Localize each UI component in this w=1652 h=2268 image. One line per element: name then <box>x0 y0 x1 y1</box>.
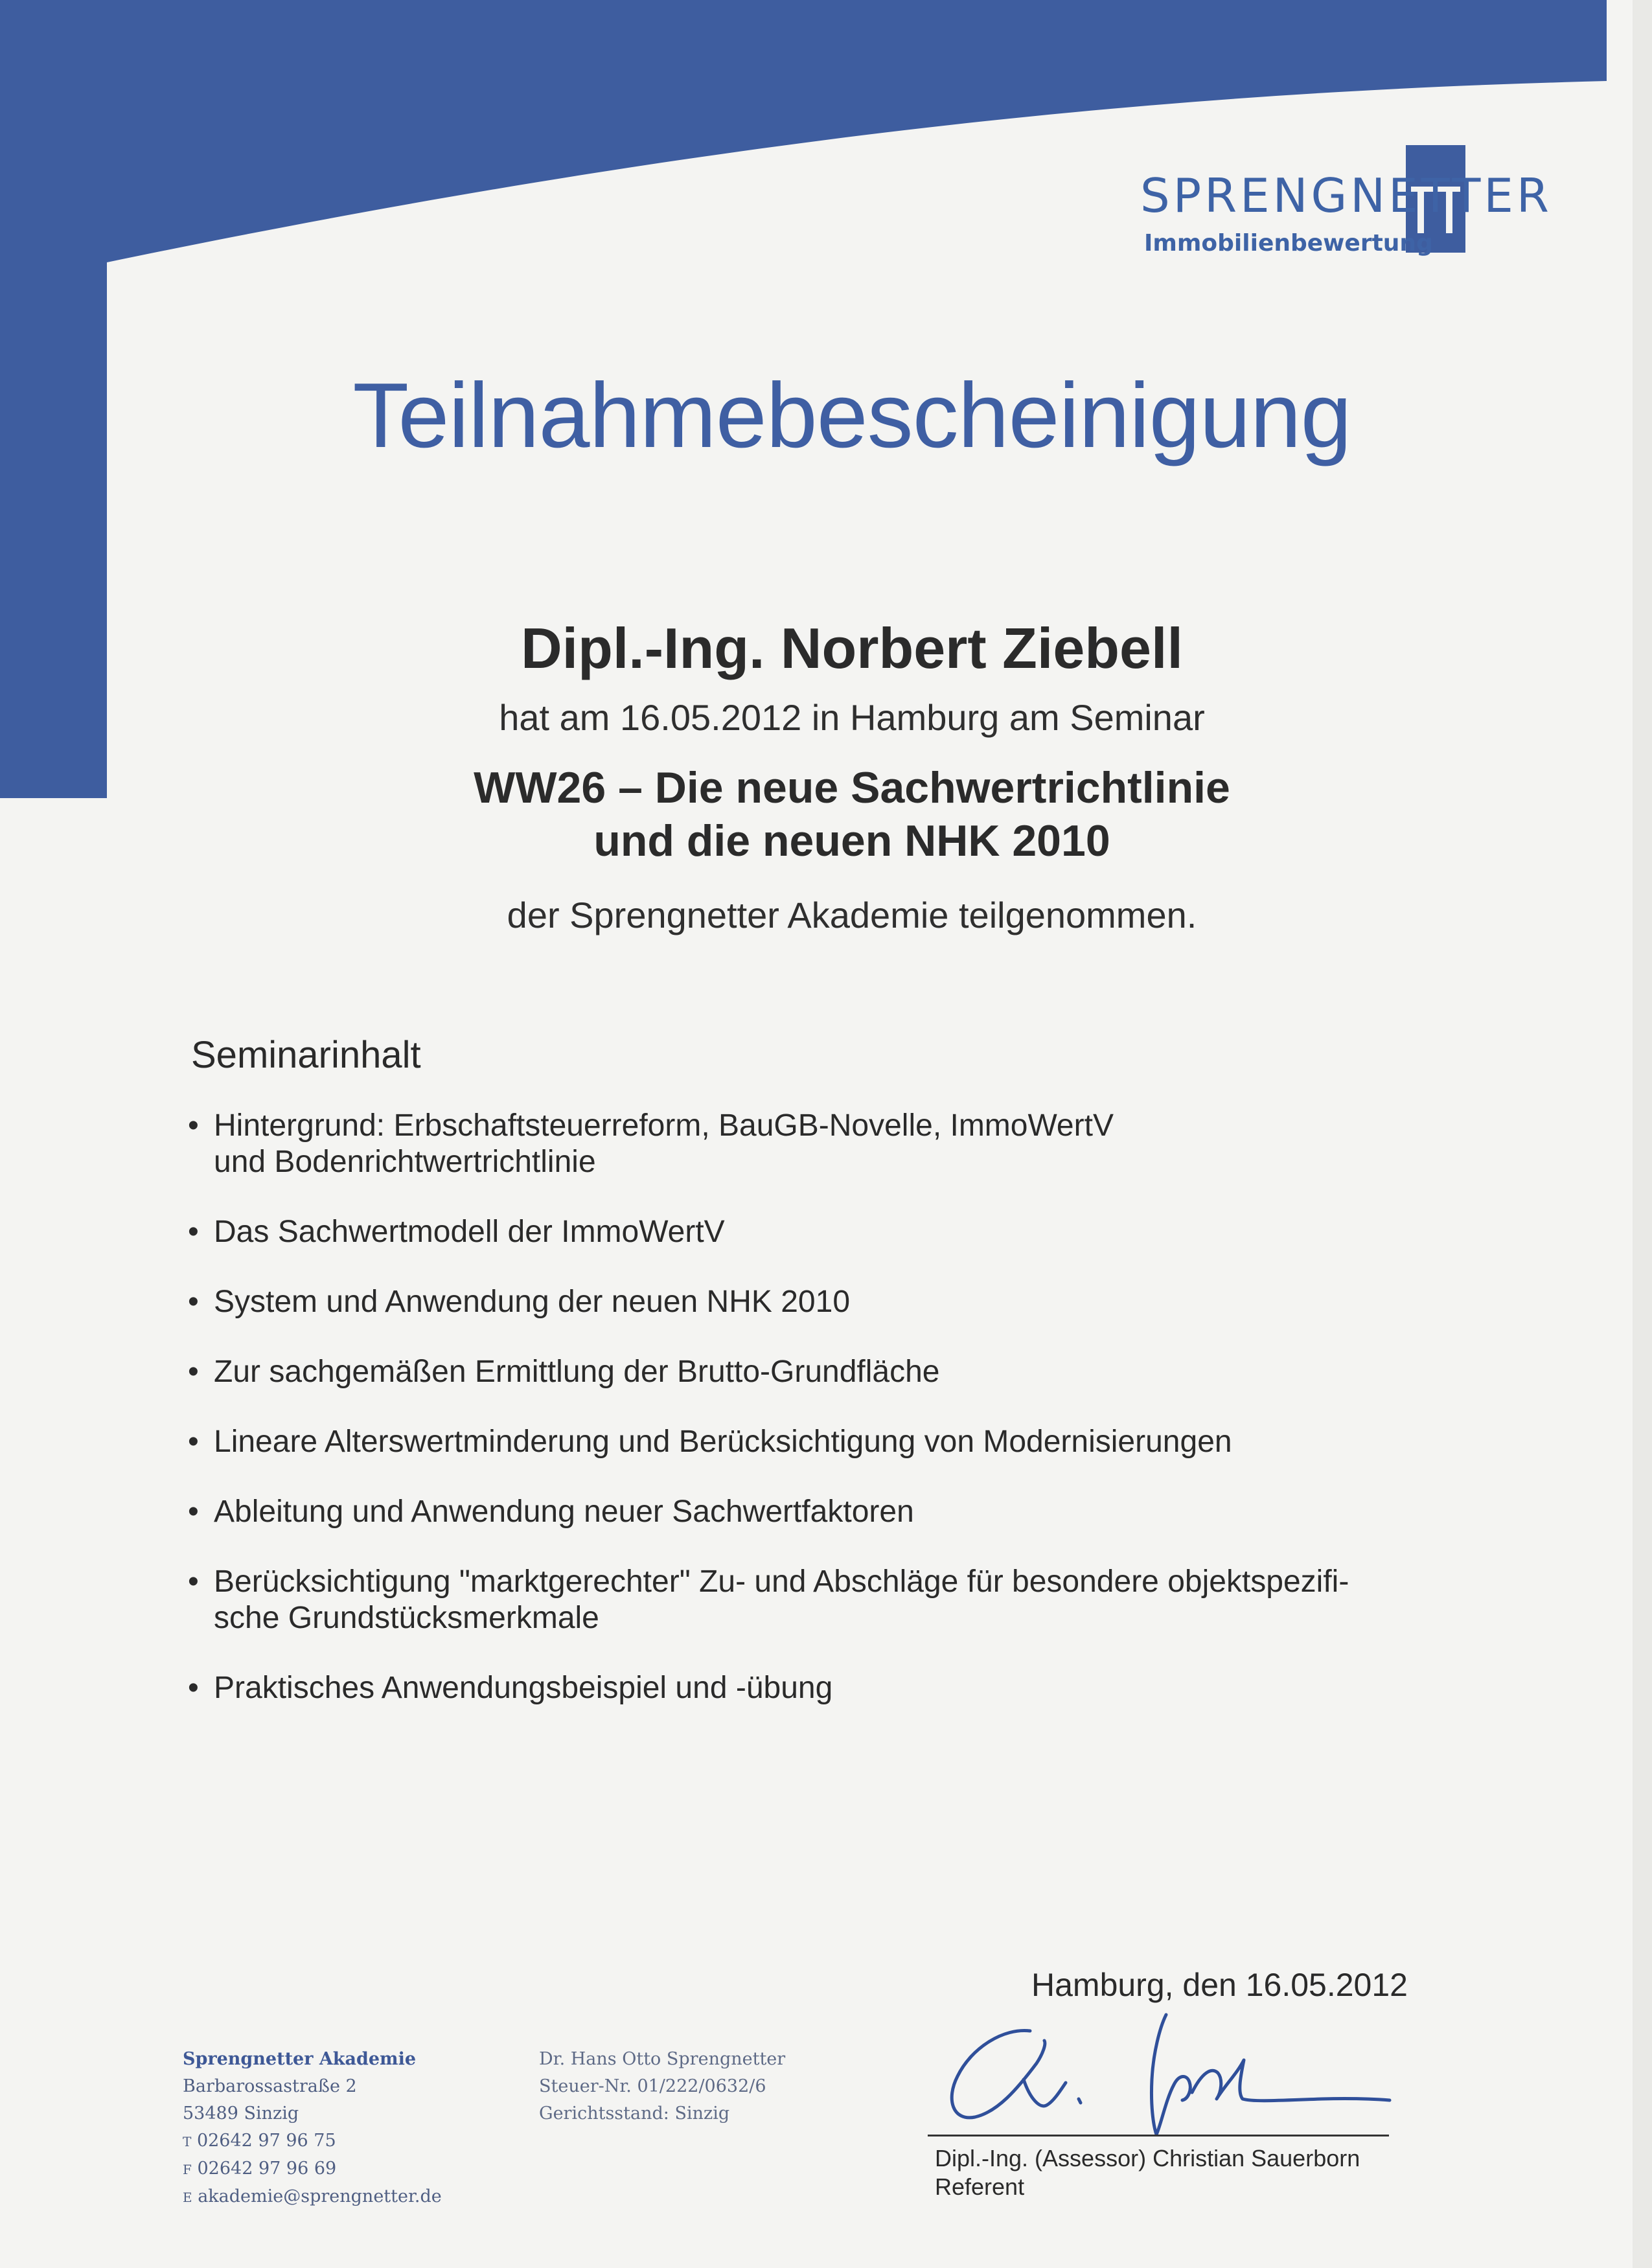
academy-statement: der Sprengnetter Akademie teilgenommen. <box>507 895 1197 935</box>
list-item-line: und Bodenrichtwertrichtlinie <box>214 1145 596 1179</box>
email-address: akademie@sprengnetter.de <box>198 2186 442 2206</box>
list-item <box>188 1108 1471 1180</box>
email-label: E <box>183 2190 192 2205</box>
list-item <box>188 1354 1471 1390</box>
footer-tax-number: Steuer-Nr. 01/222/0632/6 <box>539 2076 766 2096</box>
certificate-title: Teilnahmebescheinigung <box>352 364 1351 467</box>
list-item-line: • System und Anwendung der neuen NHK 2010 <box>214 1285 851 1319</box>
place-and-date: Hamburg, den 16.05.2012 <box>1031 1967 1408 2003</box>
footer-academy-address <box>183 2046 442 2211</box>
footer-legal-info <box>539 2046 785 2127</box>
seminar-content-list <box>188 1108 1471 1740</box>
recipient-name: Dipl.-Ing. Norbert Ziebell <box>521 616 1183 680</box>
footer-email <box>183 2183 442 2211</box>
footer-owner: Dr. Hans Otto Sprengnetter <box>539 2049 786 2069</box>
seminar-title <box>0 761 1652 867</box>
signature-line <box>928 2135 1389 2136</box>
signer-info <box>935 2144 1360 2201</box>
footer-court: Gerichtsstand: Sinzig <box>539 2103 730 2124</box>
list-item <box>188 1214 1471 1250</box>
fax-label: F <box>183 2162 192 2177</box>
signer-name: Dipl.-Ing. (Assessor) Christian Sauerborn <box>935 2145 1360 2171</box>
list-item <box>188 1670 1471 1706</box>
logo-subtitle: Immobilienbewertung <box>1144 230 1433 257</box>
list-item-line: • Zur sachgemäßen Ermittlung der Brutto-Grundfläche <box>214 1355 940 1389</box>
list-item <box>188 1564 1471 1636</box>
signer-role: Referent <box>935 2173 1025 2200</box>
handwritten-signature <box>933 2002 1399 2151</box>
list-item-line: • Lineare Alterswertminderung und Berücksichtigung von Modernisierungen <box>214 1425 1232 1459</box>
footer-street: Barbarossastraße 2 <box>183 2076 357 2096</box>
list-item-line: • Das Sachwertmodell der ImmoWertV <box>214 1215 725 1249</box>
list-item <box>188 1424 1471 1460</box>
list-item-line: • Ableitung und Anwendung neuer Sachwertfaktoren <box>214 1495 914 1529</box>
phone-number: 02642 97 96 75 <box>196 2131 336 2151</box>
list-item <box>188 1494 1471 1530</box>
footer-phone <box>183 2127 442 2155</box>
phone-label: T <box>183 2134 192 2149</box>
list-item <box>188 1284 1471 1320</box>
list-item-line: • Praktisches Anwendungsbeispiel und -übung <box>214 1671 833 1705</box>
list-item-line: sche Grundstücksmerkmale <box>214 1601 599 1635</box>
footer-academy-name: Sprengnetter Akademie <box>183 2049 417 2069</box>
footer-fax <box>183 2155 442 2183</box>
footer-city: 53489 Sinzig <box>183 2103 299 2124</box>
page-edge <box>1633 0 1652 2268</box>
list-item-line: • Hintergrund: Erbschaftsteuerreform, BauGB-Novelle, ImmoWertV <box>214 1108 1114 1143</box>
seminar-title-line-2: und die neuen NHK 2010 <box>593 816 1110 865</box>
list-item-line: • Berücksichtigung "marktgerechter" Zu- und Abschläge für besondere objektspezifi- <box>214 1564 1349 1599</box>
sprengnetter-logo <box>1140 143 1552 259</box>
seminar-content-heading: Seminarinhalt <box>191 1034 421 1076</box>
logo-wordmark: SPRENGNETTER <box>1140 168 1552 223</box>
fax-number: 02642 97 96 69 <box>197 2159 337 2179</box>
attendance-statement: hat am 16.05.2012 in Hamburg am Seminar <box>499 697 1205 738</box>
seminar-title-line-1: WW26 – Die neue Sachwertrichtlinie <box>474 763 1230 812</box>
